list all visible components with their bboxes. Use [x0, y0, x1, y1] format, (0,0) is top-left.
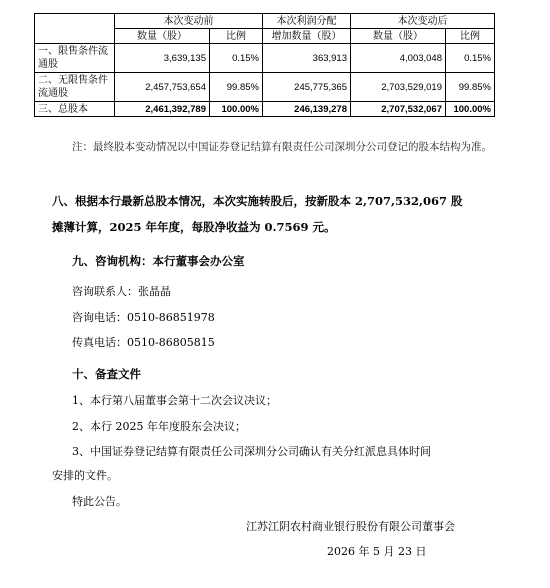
table-corner-cell — [35, 14, 115, 29]
after-pct-cell: 100.00% — [446, 102, 495, 117]
signature: 江苏江阴农村商业银行股份有限公司董事会 — [246, 520, 455, 533]
before-pct-cell: 0.15% — [210, 44, 263, 73]
header-profit-distribution: 本次利润分配 — [263, 14, 351, 29]
reference-doc-3-line2: 安排的文件。 — [52, 469, 118, 482]
header-after-change: 本次变动后 — [351, 14, 495, 29]
table-total-row — [35, 102, 495, 117]
header-before-qty: 数量（股） — [115, 29, 210, 44]
table-note: 注：最终股本变动情况以中国证券登记结算有限责任公司深圳分公司登记的股本结构为准。 — [72, 141, 492, 153]
before-qty-cell: 2,457,753,654 — [115, 73, 210, 102]
row-label: 一、限售条件流通股 — [35, 44, 115, 73]
section8-line2: 摊薄计算，2025 年年度，每股净收益为 0.7569 元。 — [52, 220, 336, 234]
add-qty-cell: 363,913 — [263, 44, 351, 73]
table-row — [35, 73, 495, 102]
section10-title: 十、备查文件 — [72, 367, 141, 381]
header-before-change: 本次变动前 — [115, 14, 263, 29]
section8-line1: 八、根据本行最新总股本情况，本次实施转股后，按新股本 2,707,532,067 股 — [52, 194, 463, 208]
reference-doc-2: 2、本行 2025 年年度股东会决议； — [72, 420, 246, 433]
table-row — [35, 44, 495, 73]
header-after-pct: 比例 — [446, 29, 495, 44]
after-qty-cell: 2,707,532,067 — [351, 102, 446, 117]
before-qty-cell: 3,639,135 — [115, 44, 210, 73]
contact-person: 咨询联系人：张晶晶 — [72, 285, 171, 298]
table-corner-cell-lower — [35, 29, 115, 44]
before-pct-cell: 99.85% — [210, 73, 263, 102]
header-add-qty: 增加数量（股） — [263, 29, 351, 44]
contact-fax: 传真电话：0510-86805815 — [72, 336, 215, 349]
row-label: 二、无限售条件流通股 — [35, 73, 115, 102]
after-qty-cell: 2,703,529,019 — [351, 73, 446, 102]
add-qty-cell: 246,139,278 — [263, 102, 351, 117]
add-qty-cell: 245,775,365 — [263, 73, 351, 102]
header-after-qty: 数量（股） — [351, 29, 446, 44]
reference-doc-3-line1: 3、中国证券登记结算有限责任公司深圳分公司确认有关分红派息具体时间 — [72, 445, 431, 458]
row-label: 三、总股本 — [35, 102, 115, 117]
after-pct-cell: 99.85% — [446, 73, 495, 102]
share-structure-table — [34, 13, 495, 117]
reference-doc-1: 1、本行第八届董事会第十二次会议决议； — [72, 394, 277, 407]
header-before-pct: 比例 — [210, 29, 263, 44]
after-pct-cell: 0.15% — [446, 44, 495, 73]
before-pct-cell: 100.00% — [210, 102, 263, 117]
announcement-date: 2026 年 5 月 23 日 — [327, 545, 427, 558]
section9-title: 九、咨询机构：本行董事会办公室 — [72, 254, 245, 268]
contact-phone: 咨询电话：0510-86851978 — [72, 311, 215, 324]
after-qty-cell: 4,003,048 — [351, 44, 446, 73]
before-qty-cell: 2,461,392,789 — [115, 102, 210, 117]
table-group-header-row — [35, 14, 495, 29]
closing-text: 特此公告。 — [72, 495, 127, 508]
table-sub-header-row — [35, 29, 495, 44]
